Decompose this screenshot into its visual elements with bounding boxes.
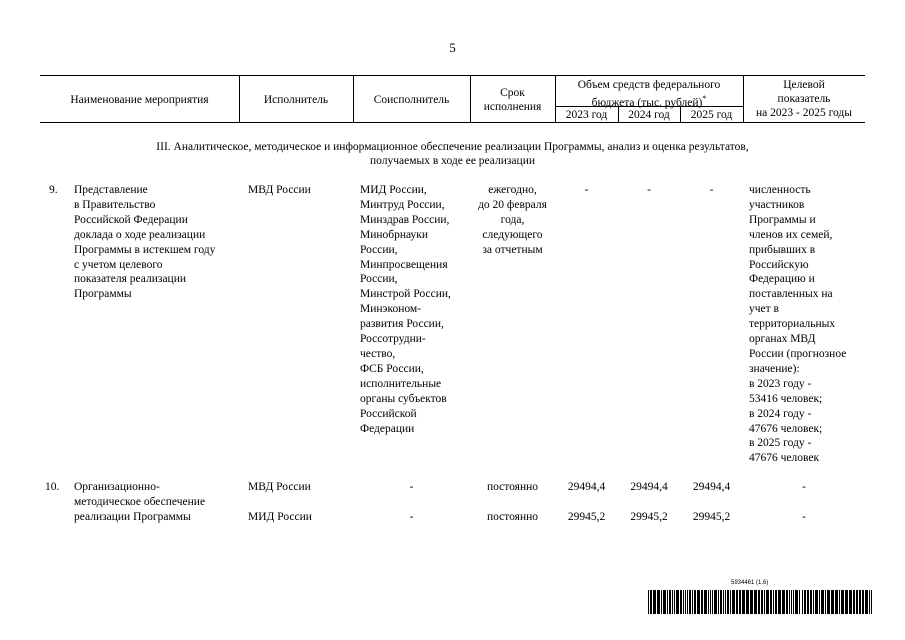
text-line: Минстрой России, xyxy=(360,288,451,301)
barcode-bar xyxy=(746,590,749,614)
text-line: Минэконом- xyxy=(360,303,422,316)
row-9-name xyxy=(74,183,239,302)
text-line: показателя реализации xyxy=(74,273,187,286)
barcode-bar xyxy=(727,590,729,614)
barcode-bar xyxy=(778,590,781,614)
barcode-bar xyxy=(663,590,666,614)
text-line: с учетом целевого xyxy=(74,258,163,271)
text-line: в 2025 году - xyxy=(749,437,812,450)
text-line: исполнительные xyxy=(360,377,442,390)
barcode-bar xyxy=(862,590,864,614)
row-10-name xyxy=(74,480,239,525)
barcode-bar xyxy=(672,590,673,614)
barcode-bar xyxy=(750,590,753,614)
text-line: ФСБ России, xyxy=(360,362,424,375)
barcode-bar xyxy=(819,590,820,614)
barcode-bar xyxy=(712,590,713,614)
header-name: Наименование мероприятия xyxy=(70,94,209,106)
text-line: доклада о ходе реализации xyxy=(74,228,206,241)
barcode-bar xyxy=(676,590,679,614)
header-term-line2: исполнения xyxy=(483,101,542,113)
text-line: чество, xyxy=(360,347,396,360)
barcode-bar xyxy=(839,590,840,614)
barcode-bar xyxy=(685,590,686,614)
barcode-bar xyxy=(725,590,726,614)
barcode-bar xyxy=(766,590,769,614)
text-line: членов их семей, xyxy=(749,228,833,241)
row-10-2024-2: 29945,2 xyxy=(630,511,668,523)
barcode-bar xyxy=(714,590,717,614)
text-line: численность xyxy=(749,184,811,196)
row-number: 10. xyxy=(45,481,60,493)
barcode-bar xyxy=(764,590,765,614)
text-line: за отчетным xyxy=(482,243,543,256)
text-line: следующего xyxy=(482,228,543,241)
text-line: Россотрудни- xyxy=(360,333,426,346)
barcode-bar xyxy=(653,590,656,614)
section-title-line2: получаемых в ходе ее реализации xyxy=(369,155,535,167)
text-line: органы субъектов xyxy=(360,392,447,405)
header-target-line1: Целевой xyxy=(783,79,825,91)
row-9-executor: МВД России xyxy=(248,184,311,196)
text-line: России, xyxy=(360,273,398,286)
barcode-bar xyxy=(849,590,852,614)
barcode-bar xyxy=(845,590,848,614)
barcode-bar xyxy=(815,590,818,614)
text-line: Федерацию и xyxy=(749,273,815,286)
row-9-2023: - xyxy=(584,184,589,196)
text-line: Представление xyxy=(74,184,148,196)
text-line: Программы в истекшем году xyxy=(74,243,216,256)
row-number: 9. xyxy=(49,184,58,196)
text-line: прибывших в xyxy=(749,243,816,256)
header-term xyxy=(470,86,555,114)
text-line: 53416 человек; xyxy=(749,392,823,405)
barcode-bar xyxy=(701,590,703,614)
barcode-bar xyxy=(732,590,735,614)
text-line: органах МВД xyxy=(749,333,816,346)
barcode-bar xyxy=(853,590,855,614)
row-10-term-1: постоянно xyxy=(486,481,539,493)
barcode-bar xyxy=(657,590,660,614)
header-budget xyxy=(555,78,743,110)
barcode-bar xyxy=(736,590,738,614)
text-line: реализации Программы xyxy=(74,510,191,523)
barcode-bar xyxy=(859,590,861,614)
text-line: Российской Федерации xyxy=(74,213,188,226)
text-line: Федерации xyxy=(360,422,415,435)
row-10-target-1: - xyxy=(802,481,806,493)
header-target-line2: показатель xyxy=(777,93,831,105)
barcode-label: 5934461 (1.6) xyxy=(731,580,769,586)
footnote-mark: * xyxy=(702,94,707,103)
barcode-bar xyxy=(667,590,668,614)
barcode-bar xyxy=(871,590,872,614)
row-10-2024-1: 29494,4 xyxy=(630,481,668,493)
row-10-2023-2: 29945,2 xyxy=(567,511,606,523)
barcode-bar xyxy=(795,590,798,614)
barcode-bar xyxy=(793,590,794,614)
text-line: ежегодно, xyxy=(488,184,537,196)
header-target-line3: на 2023 - 2025 годы xyxy=(755,107,852,119)
barcode-bar xyxy=(718,590,719,614)
header-executor: Исполнитель xyxy=(263,94,329,106)
barcode-bar xyxy=(669,590,671,614)
barcode-bar xyxy=(827,590,830,614)
barcode-bar xyxy=(786,590,788,614)
page-number: 5 xyxy=(449,40,456,55)
section-title xyxy=(40,140,865,168)
barcode-bar xyxy=(680,590,682,614)
barcode-bar xyxy=(821,590,824,614)
text-line: развития России, xyxy=(360,318,444,331)
row-9-2024: - xyxy=(647,184,651,196)
header-top-rule xyxy=(40,75,865,76)
barcode-bar xyxy=(841,590,844,614)
text-line: России, xyxy=(360,243,398,256)
barcode-bar xyxy=(865,590,868,614)
text-line: в 2023 году - xyxy=(749,377,812,390)
row-9-term xyxy=(470,183,555,258)
text-line: Минпросвещения xyxy=(360,258,448,271)
header-term-line1: Срок xyxy=(500,87,525,99)
row-10-target-2: - xyxy=(802,511,806,523)
text-line: в Правительство xyxy=(74,198,156,211)
text-line: территориальных xyxy=(749,318,836,331)
barcode-bar xyxy=(730,590,731,614)
text-line: Программы и xyxy=(749,213,816,226)
text-line: в 2024 году - xyxy=(749,407,812,420)
barcode-bar xyxy=(825,590,826,614)
barcode-bar xyxy=(674,590,675,614)
row-10-2025-1: 29494,4 xyxy=(692,481,731,493)
text-line: Российскую xyxy=(749,258,809,271)
row-10-executor-2: МИД России xyxy=(248,511,312,523)
text-line: значение): xyxy=(749,362,800,375)
barcode-bar xyxy=(650,590,652,614)
barcode-bar xyxy=(720,590,722,614)
barcode-bar xyxy=(791,590,792,614)
barcode-bar xyxy=(869,590,870,614)
section-title-line1: III. Аналитическое, методическое и информационное обеспечение реализации Программы, анализ и оценка результатов, xyxy=(156,141,749,153)
row-10-executor-1: МВД России xyxy=(248,481,311,493)
header-coexecutor: Соисполнитель xyxy=(373,94,450,106)
barcode-bar xyxy=(775,590,777,614)
barcode-bar xyxy=(758,590,760,614)
barcode-bar xyxy=(799,590,800,614)
barcode-bar xyxy=(694,590,696,614)
barcode-bar xyxy=(831,590,834,614)
barcode-icon xyxy=(648,590,873,614)
barcode-bar xyxy=(692,590,693,614)
row-10-term-2: постоянно xyxy=(486,511,539,523)
barcode-bar xyxy=(754,590,757,614)
row-10-coexecutor-2: - xyxy=(409,511,414,523)
barcode-bar xyxy=(739,590,741,614)
text-line: Программы xyxy=(74,288,132,301)
text-line: поставленных на xyxy=(749,288,833,301)
header-bottom-rule xyxy=(40,122,865,123)
header-year-2024: 2024 год xyxy=(628,109,670,121)
barcode-bar xyxy=(683,590,684,614)
barcode-bar xyxy=(704,590,707,614)
barcode-bar xyxy=(835,590,838,614)
text-line: 47676 человек xyxy=(749,452,820,465)
barcode-bar xyxy=(804,590,806,614)
row-9-coexecutor xyxy=(360,183,470,436)
header-year-2025: 2025 год xyxy=(690,109,733,121)
barcode-bar xyxy=(710,590,711,614)
text-line: года, xyxy=(500,213,525,226)
text-line: 47676 человек; xyxy=(749,422,823,435)
header-budget-line2: бюджета (тыс. рублей) xyxy=(591,96,703,109)
barcode-bar xyxy=(687,590,688,614)
text-line: методическое обеспечение xyxy=(74,495,206,508)
text-line: Минтруд России, xyxy=(360,198,445,211)
barcode-bar xyxy=(789,590,790,614)
text-line: Минздрав России, xyxy=(360,213,450,226)
text-line: Российской xyxy=(360,407,417,420)
row-10-2023-1: 29494,4 xyxy=(567,481,606,493)
row-10-coexecutor-1: - xyxy=(409,481,414,493)
barcode-bar xyxy=(723,590,724,614)
text-line: России (прогнозное xyxy=(749,347,847,360)
barcode-bar xyxy=(810,590,812,614)
barcode-bar xyxy=(708,590,709,614)
header-year-2023: 2023 год xyxy=(565,109,608,121)
barcode-bar xyxy=(689,590,691,614)
barcode-bar xyxy=(761,590,763,614)
row-9-2025: - xyxy=(709,184,714,196)
header-budget-line1: Объем средств федерального xyxy=(577,79,721,91)
barcode-bar xyxy=(782,590,785,614)
barcode-bar xyxy=(697,590,700,614)
barcode-bar xyxy=(770,590,772,614)
text-line: Организационно- xyxy=(74,481,160,493)
row-10-2025-2: 29945,2 xyxy=(692,511,731,523)
barcode-bar xyxy=(648,590,649,614)
barcode-bar xyxy=(807,590,809,614)
text-line: МИД России, xyxy=(360,184,427,196)
text-line: участников xyxy=(749,198,805,211)
barcode-bar xyxy=(742,590,745,614)
barcode-bar xyxy=(802,590,803,614)
row-9-target xyxy=(749,183,865,466)
text-line: учет в xyxy=(749,303,779,316)
barcode-bar xyxy=(661,590,662,614)
barcode-bar xyxy=(773,590,774,614)
header-target xyxy=(743,78,865,120)
text-line: Минобрнауки xyxy=(360,228,429,241)
barcode-bar xyxy=(856,590,858,614)
text-line: до 20 февраля xyxy=(478,198,547,211)
barcode-bar xyxy=(813,590,814,614)
